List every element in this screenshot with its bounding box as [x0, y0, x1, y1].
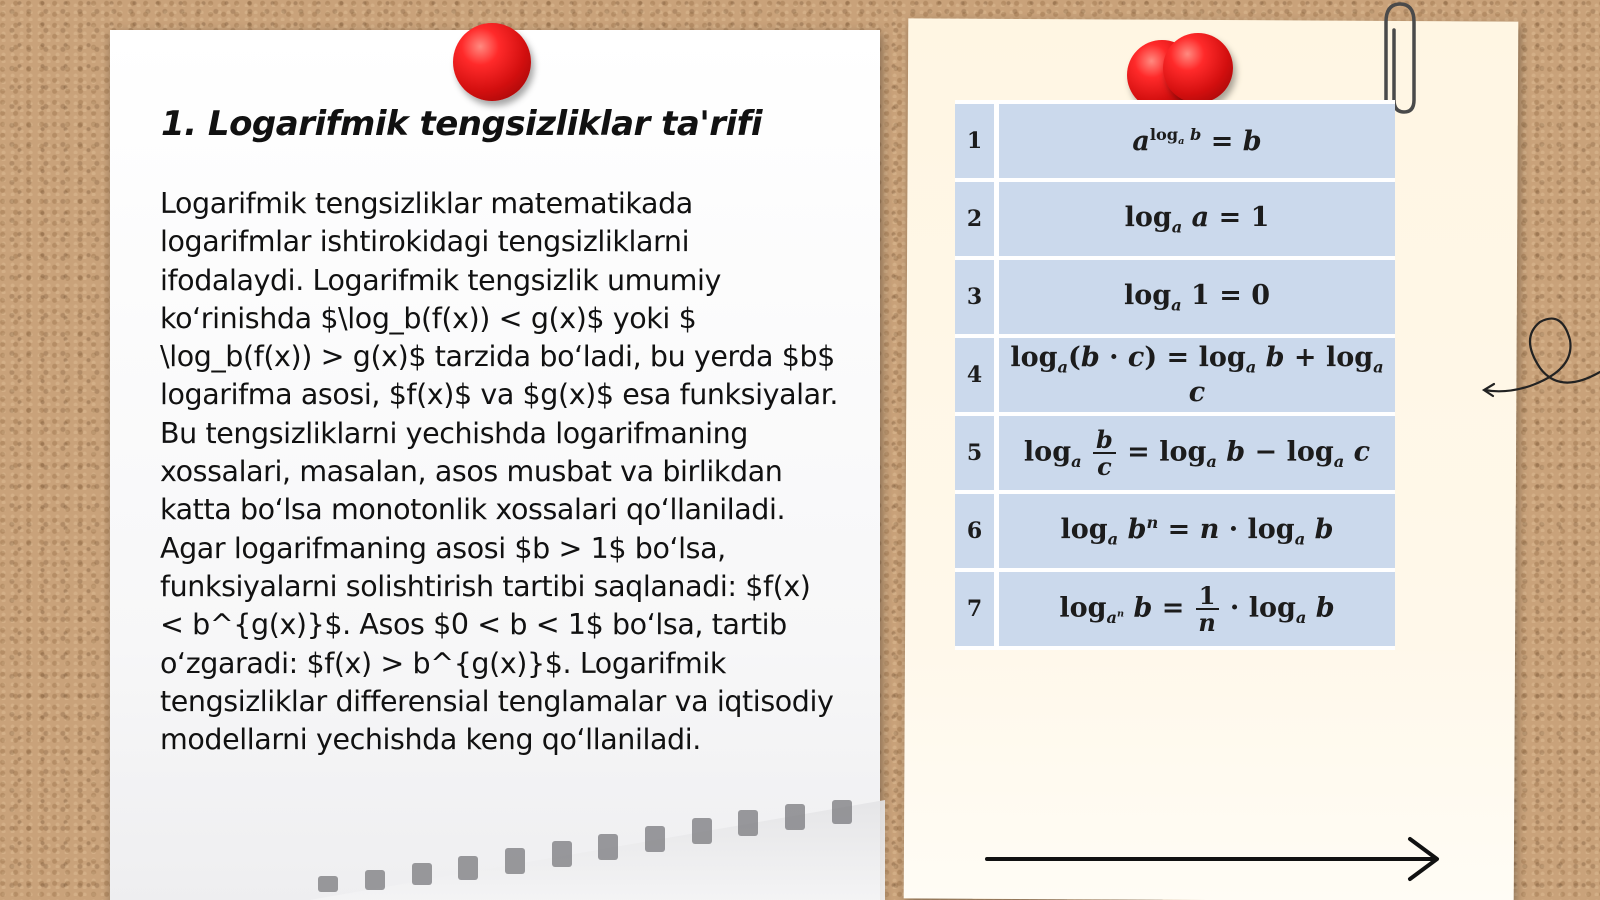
- row-number: 6: [955, 494, 999, 568]
- formula-cell: $\log_{a^n} b$ = $\frac{1}{n}$ · $\log_a b$: [999, 572, 1395, 646]
- row-number: 7: [955, 572, 999, 646]
- section-heading: 1. Logarifmik tengsizliklar ta'rifi: [161, 104, 763, 144]
- formula-cell: $a^{log_a b} = b$: [999, 104, 1395, 178]
- formula-cell: $\log_a b^n = n \cdot \log_a b$: [999, 494, 1395, 568]
- row-number: 1: [955, 104, 999, 178]
- formula-cell: $\log_a(b \cdot c) = \log_a b + \log_a c$: [999, 338, 1395, 412]
- formula-cell: $\log_a$ $\frac{b}{c}$ = $\log_a b - \log_a c$: [999, 416, 1395, 490]
- table-row: [955, 104, 1395, 178]
- arrow-right-icon: [985, 835, 1445, 885]
- table-row: [955, 338, 1395, 412]
- table-row: [955, 416, 1395, 490]
- push-pin-icon: [453, 23, 531, 101]
- table-row: [955, 182, 1395, 256]
- row-number: 5: [955, 416, 999, 490]
- squiggle-arrow-icon: [1480, 310, 1600, 410]
- table-row: [955, 572, 1395, 646]
- logarithm-properties-table: [955, 100, 1395, 650]
- table-row: [955, 494, 1395, 568]
- push-pin-icon: [1163, 33, 1233, 103]
- torn-spiral-strip: [310, 800, 885, 900]
- row-number: 2: [955, 182, 999, 256]
- definition-paragraph: Logarifmik tengsizliklar matematikada logarifmlar ishtirokidagi tengsizliklarni ifodalaydi. Logarifmik tengsizlik umumiy koʻrinishda $\log_b(f(x)) < g(x)$ yoki $ \log_b(f(x)) > g(x)$ tarzida boʻladi, bu yerda $b$ logarifma asosi, $f(x)$ va $g(x)$ esa funksiyalar. Bu tengsizliklarni yechishda logarifmaning xossalari, masalan, asos musbat va birlikdan katta boʻlsa monotonlik xossalari qoʻllaniladi. Agar logarifmaning asosi $b > 1$ boʻlsa, funksiyalarni solishtirish tartibi saqlanadi: $f(x) < b^{g(x)}$. Asos $0 < b < 1$ boʻlsa, tartib oʻzgaradi: $f(x) > b^{g(x)}$. Logarifmik tengsizliklar differensial tenglamalar va iqtisodiy modellarni yechishda keng qoʻllaniladi.: [160, 187, 839, 757]
- formula-cell: $\log_a a = 1$: [999, 182, 1395, 256]
- row-number: 3: [955, 260, 999, 334]
- formula-cell: $\log_a 1 = 0$: [999, 260, 1395, 334]
- row-number: 4: [955, 338, 999, 412]
- table-row: [955, 260, 1395, 334]
